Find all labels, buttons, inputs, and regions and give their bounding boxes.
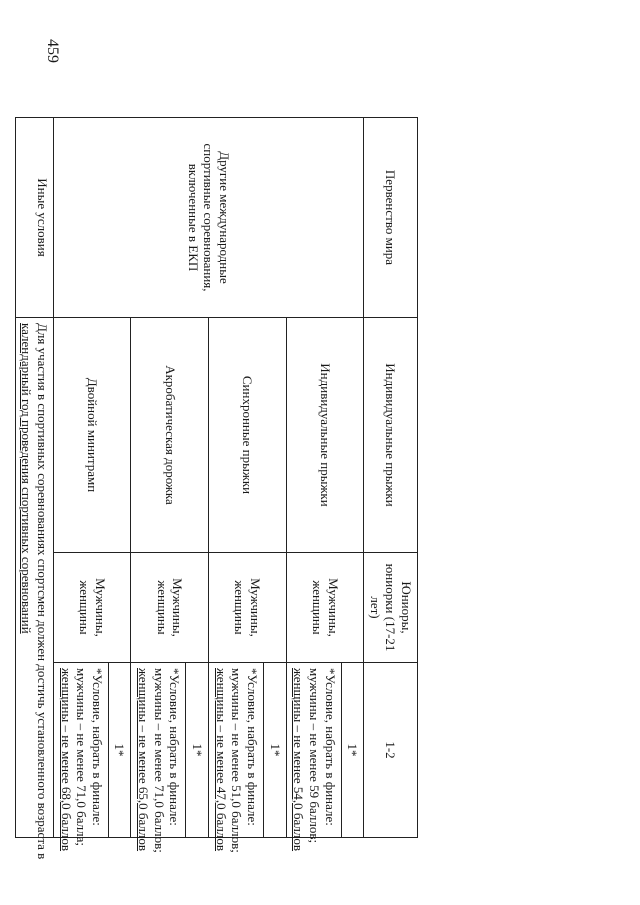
header-championship: Первенство мира [364,118,418,318]
condition-cell [53,663,108,852]
other-conditions-row [15,118,53,838]
place-cell: 1* [108,663,131,838]
gender-cell: Мужчины, женщины [209,553,287,663]
condition-cell [131,663,186,853]
condition-line: мужчины – не менее 59 баллов; [307,668,323,844]
condition-cell [209,663,264,853]
place-cell: 1* [264,663,287,838]
condition-line: *Условие, набрать в финале: [245,668,261,826]
place-cell: 1* [186,663,209,838]
condition-line: женщины – не менее 54,0 баллов [291,668,307,852]
discipline-cell: Синхронные прыжки [209,318,287,553]
other-conditions-label: Иные условия [15,118,53,318]
condition-line: мужчины – не менее 51,0 баллов; [229,668,245,853]
condition-cell [286,663,341,852]
header-place: 1-2 [364,663,418,838]
discipline-cell: Акробатическая дорожка [131,318,209,553]
condition-line: женщины – не менее 65,0 баллов [136,668,152,852]
requirements-table [15,117,418,860]
header-age-group: Юниоры, юниорки (17-21 лет) [364,553,418,663]
gender-cell: Мужчины, женщины [53,553,131,663]
gender-cell: Мужчины, женщины [286,553,364,663]
discipline-cell: Индивидуальные прыжки [286,318,364,553]
condition-line: женщины – не менее 47,0 баллов [213,668,229,852]
place-cell: 1* [341,663,364,838]
page-number [40,39,61,63]
condition-line: *Условие, набрать в финале: [167,668,183,826]
rotated-table-container [19,117,418,860]
condition-line: мужчины – не менее 71,0 баллов; [151,668,167,853]
other-conditions-line: Для участия в спортивных соревнованиях спортсмен должен достичь установленного возраста в [34,323,50,860]
discipline-cell: Двойной минитрамп [53,318,131,553]
header-discipline: Индивидуальные прыжки [364,318,418,553]
condition-line: мужчины – не менее 71,0 балла; [74,668,90,846]
gender-cell: Мужчины, женщины [131,553,209,663]
group-label: Другие международные спортивные соревнования, включенные в ЕКП [53,118,363,318]
condition-line: *Условие, набрать в финале: [89,668,105,826]
page-number-text: 459 [44,39,61,63]
condition-line: женщины – не менее 68,0 баллов [58,668,74,852]
table-header-row [364,118,418,838]
other-conditions-line: календарный год проведения спортивных соревнований [19,323,35,634]
other-conditions-text [15,318,53,860]
condition-line: *Условие, набрать в финале: [322,668,338,826]
